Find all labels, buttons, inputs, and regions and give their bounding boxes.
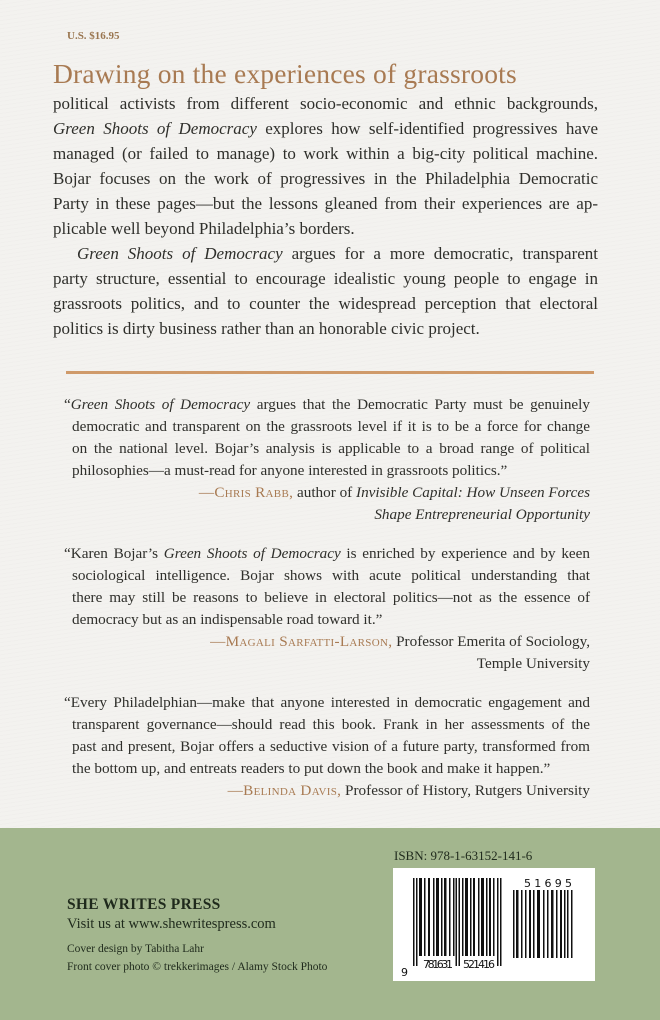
book-title: Green Shoots of Democracy — [70, 396, 251, 413]
description-paragraph-1 — [53, 91, 598, 241]
publisher-website: Visit us at www.shewritespress.com — [67, 916, 276, 932]
author-text: Magali Sarfatti-Larson, — [225, 633, 393, 650]
book-title: Green Shoots of Democracy — [77, 244, 283, 263]
affiliation-text: Temple University — [476, 655, 590, 672]
dash: — — [227, 782, 244, 799]
author-text: Chris Rabb, — [214, 484, 294, 501]
credits — [67, 940, 327, 976]
blurb-magali-sarfatti-larson — [64, 543, 590, 675]
text-line: transparent governance—should read this book. Frank in her assessments of the — [72, 716, 590, 733]
text-line — [64, 394, 590, 416]
text-line: democracy but as an indispensable road toward it.” — [72, 611, 383, 628]
book-title: Green Shoots of Democracy — [163, 545, 341, 562]
book-title: Invisible Capital: How Unseen Forces — [356, 484, 590, 501]
divider-rule — [66, 371, 594, 374]
barcode-digit: 9 — [401, 966, 408, 979]
isbn-label: ISBN: 978-1-63152-141-6 — [394, 848, 533, 863]
blurb-attribution — [64, 482, 590, 526]
description — [53, 57, 598, 341]
text-fragment: “Karen Bojar’s — [64, 545, 164, 562]
author-text: Belinda Davis, — [243, 782, 342, 799]
text-line: political activists from different socio-economic and ethnic backgrounds, — [53, 94, 598, 113]
text-line: on the national level. Bojar’s analysis is applicable to a broad range of political — [72, 440, 590, 457]
price-label: U.S. $16.95 — [67, 30, 120, 42]
text-line — [53, 116, 598, 141]
text-fragment: argues for a more democratic, transparent — [282, 244, 599, 263]
publisher-info — [67, 896, 327, 976]
blurb-attribution — [64, 780, 590, 802]
text-line: philosophies—a must-read for anyone interested in grassroots politics.” — [72, 462, 508, 479]
book-title: Shape Entrepreneurial Opportunity — [374, 506, 590, 523]
publisher-name: SHE WRITES PRESS — [67, 896, 221, 913]
barcode — [393, 868, 595, 981]
text-line: plicable well beyond Philadelphia’s borders. — [53, 219, 355, 238]
blurb-quote — [64, 543, 590, 631]
barcode-digits: 781631 — [423, 958, 453, 971]
text-line: Party in these pages—but the lessons gleaned from their experiences are ap- — [53, 194, 598, 213]
description-paragraph-2 — [53, 241, 598, 341]
text-fragment: explores how self-identified progressives have — [256, 119, 599, 138]
photo-credit: Front cover photo © trekkerimages / Alamy Stock Photo — [67, 961, 328, 973]
text-line: democratic and transparent on the grassroots level if it is to be a force for change — [72, 418, 590, 435]
description-heading: Drawing on the experiences of grassroots — [53, 58, 517, 89]
text-line — [64, 543, 590, 565]
blurb-quote — [64, 394, 590, 482]
text-line: “Every Philadelphian—make that anyone interested in democratic engagement and — [64, 694, 590, 711]
barcode-icon — [393, 868, 595, 981]
text-line: managed (or failed to manage) to work within a big-city political machine. — [53, 144, 598, 163]
blurb-belinda-davis — [64, 692, 590, 802]
barcode-price-addon: 51695 — [524, 877, 572, 890]
affiliation-text: Professor of History, Rutgers University — [341, 782, 590, 799]
text-line: grassroots politics, and to counter the widespread perception that electoral — [53, 294, 598, 313]
author-name — [199, 484, 293, 501]
text-line — [53, 241, 598, 266]
blurb-chris-rabb — [64, 394, 590, 526]
dash: — — [210, 633, 226, 650]
author-name — [210, 633, 392, 650]
dash: — — [198, 484, 215, 501]
affiliation-text: author of — [293, 484, 357, 501]
barcode-digits: 521416 — [463, 958, 495, 971]
text-fragment: “ — [64, 396, 71, 413]
text-line: past and present, Bojar offers a seductive vision of a future party, transformed from — [72, 738, 590, 755]
cover-design-credit: Cover design by Tabitha Lahr — [67, 943, 204, 955]
text-line: party structure, essential to encourage idealistic young people to engage in — [53, 269, 598, 288]
text-line: politics is dirty business rather than an honorable civic project. — [53, 319, 480, 338]
affiliation-text: Professor Emerita of Sociology, — [392, 633, 590, 650]
book-title: Green Shoots of Democracy — [53, 119, 257, 138]
text-line: the bottom up, and entreats readers to put down the book and make it happen.” — [72, 760, 551, 777]
blurb-attribution — [64, 631, 590, 675]
blurb-quote — [64, 692, 590, 780]
text-line: there may still be reasons to believe in electoral politics—not as the essence of — [72, 589, 590, 606]
text-line: Bojar focuses on the work of progressives in the Philadelphia Democratic — [53, 169, 598, 188]
text-line: sociological intelligence. Bojar shows with acute political understanding that — [72, 567, 590, 584]
author-name — [228, 782, 342, 799]
text-fragment: argues that the Democratic Party must be genuinely — [250, 396, 590, 413]
text-fragment: is enriched by experience and by keen — [340, 545, 590, 562]
